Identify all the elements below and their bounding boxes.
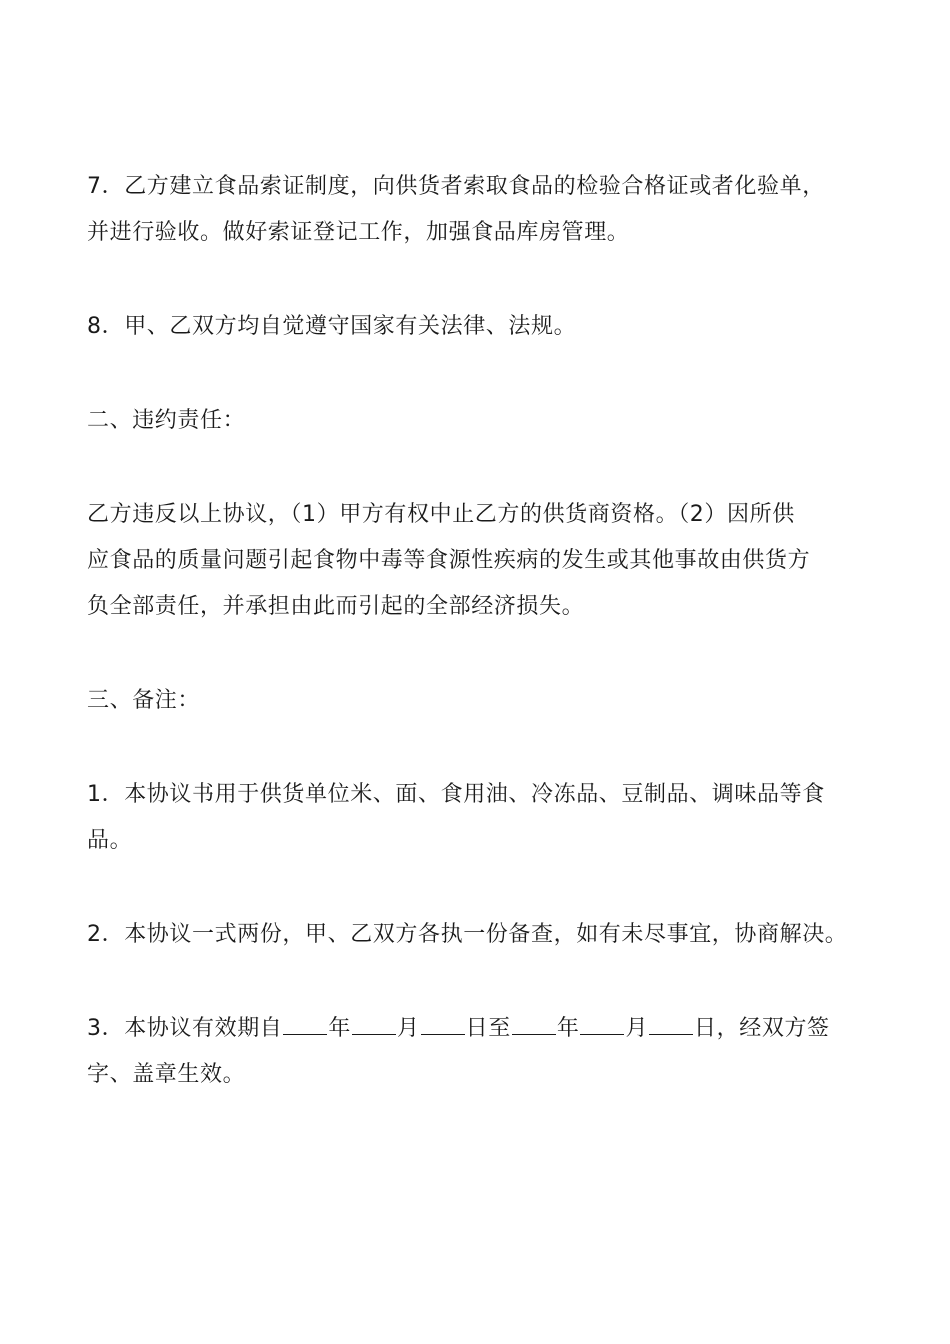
blank-year-end bbox=[512, 1012, 556, 1035]
blank-month-start bbox=[352, 1012, 396, 1035]
clause-7-line-2: 并进行验收。做好索证登记工作，加强食品库房管理。 bbox=[87, 220, 630, 245]
note-3-day-start: 日至 bbox=[465, 1016, 511, 1041]
note-2 bbox=[87, 912, 877, 958]
blank-year-start bbox=[283, 1012, 327, 1035]
clause-8 bbox=[87, 304, 877, 350]
note-1-line-1: 1．本协议书用于供货单位米、面、食用油、冷冻品、豆制品、调味品等食 bbox=[87, 782, 825, 807]
section-2-heading bbox=[87, 398, 877, 444]
note-3-month-end: 月 bbox=[625, 1016, 649, 1041]
note-3-prefix: 3．本协议有效期自 bbox=[87, 1016, 283, 1041]
section-2-heading-text: 二、违约责任： bbox=[87, 408, 246, 433]
note-3 bbox=[87, 1006, 877, 1098]
note-3-line-2: 字、盖章生效。 bbox=[87, 1062, 246, 1087]
note-3-year-start: 年 bbox=[328, 1016, 352, 1041]
liability-line-2: 应食品的质量问题引起食物中毒等食源性疾病的发生或其他事故由供货方 bbox=[87, 548, 811, 573]
liability-line-3: 负全部责任，并承担由此而引起的全部经济损失。 bbox=[87, 594, 585, 619]
liability-clause bbox=[87, 492, 877, 630]
blank-day-end bbox=[649, 1012, 693, 1035]
clause-8-line-1: 8．甲、乙双方均自觉遵守国家有关法律、法规。 bbox=[87, 314, 577, 339]
liability-line-1: 乙方违反以上协议，（1）甲方有权中止乙方的供货商资格。（2）因所供 bbox=[87, 502, 795, 527]
note-3-line-1 bbox=[87, 1006, 877, 1052]
blank-day-start bbox=[421, 1012, 465, 1035]
section-3-heading bbox=[87, 678, 877, 724]
note-3-day-end: 日，经双方签 bbox=[694, 1016, 830, 1041]
clause-7 bbox=[87, 164, 877, 256]
section-3-heading-text: 三、备注： bbox=[87, 688, 201, 713]
document-body bbox=[87, 164, 877, 1146]
blank-month-end bbox=[580, 1012, 624, 1035]
note-2-line-1: 2．本协议一式两份，甲、乙双方各执一份备查，如有未尽事宜，协商解决。 bbox=[87, 922, 848, 947]
note-1-line-2: 品。 bbox=[87, 828, 133, 853]
note-1 bbox=[87, 772, 877, 864]
clause-7-line-1: 7．乙方建立食品索证制度，向供货者索取食品的检验合格证或者化验单， bbox=[87, 174, 825, 199]
note-3-month-start: 月 bbox=[397, 1016, 420, 1041]
note-3-year-end: 年 bbox=[556, 1016, 580, 1041]
